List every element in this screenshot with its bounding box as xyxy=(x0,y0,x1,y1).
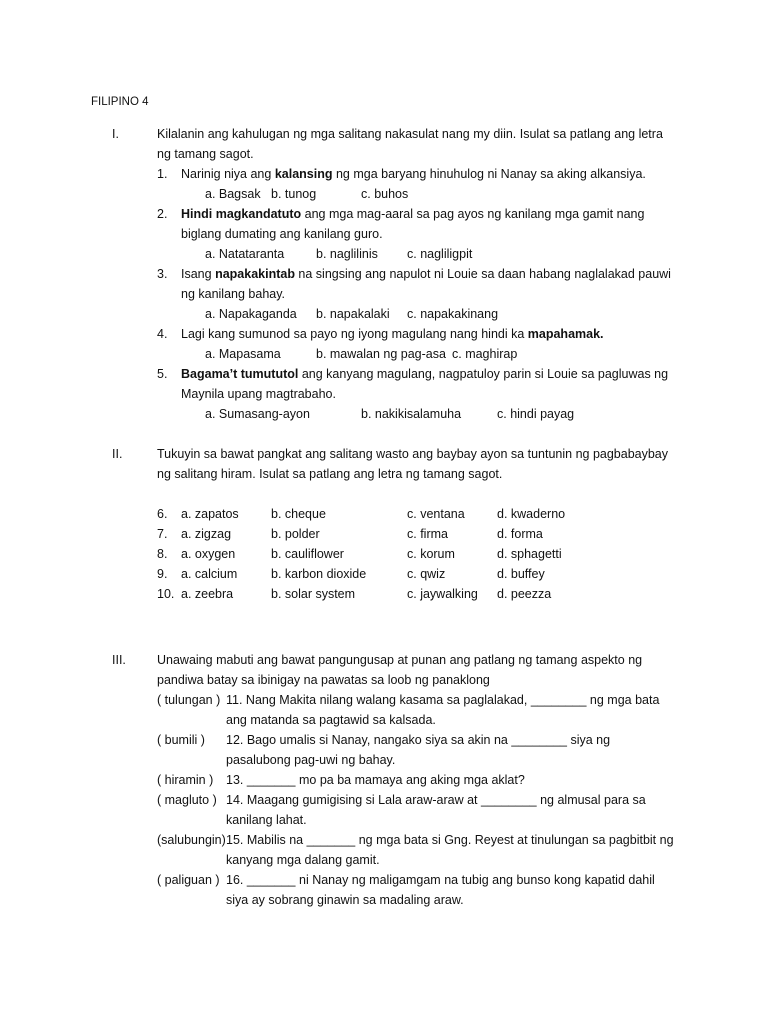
row10-number: 10. xyxy=(157,587,175,601)
row8-b: b. cauliflower xyxy=(271,547,344,561)
row10-b: b. solar system xyxy=(271,587,356,601)
row9-d: d. buffey xyxy=(497,567,545,581)
row8-d: d. sphagetti xyxy=(497,547,562,561)
item14-verb: ( magluto ) xyxy=(157,793,217,807)
item2-stem: Hindi magkandatuto ang mga mag-aaral sa pag ayos ng kanilang mga gamit nang biglang dumating ang kanilang guro. xyxy=(181,207,645,241)
item5-stem: Bagama’t tumututol ang kanyang magulang, nagpatuloy parin si Louie sa pagluwas ng Maynila upang magtrabaho. xyxy=(181,367,669,401)
row9-a: a. calcium xyxy=(181,567,238,581)
row7-c: c. firma xyxy=(407,527,448,541)
item4-keyword: mapahamak. xyxy=(527,327,604,341)
item16-text: 16. _______ ni Nanay ng maligamgam na tubig ang bunso kong kapatid dahil siya ay sobrang ginawin sa madaling araw. xyxy=(226,873,655,907)
row7-b: b. polder xyxy=(271,527,320,541)
item3-stem: Isang napakakintab na singsing ang napulot ni Louie sa daan habang naglalakad pauwi ng kanilang bahay. xyxy=(181,267,671,301)
item5-number: 5. xyxy=(157,367,168,381)
row8-a: a. oxygen xyxy=(181,547,236,561)
part1-instructions: Kilalanin ang kahulugan ng mga salitang nakasulat nang my diin. Isulat sa patlang ang letra ng tamang sagot. xyxy=(157,127,663,161)
part2-instructions: Tukuyin sa bawat pangkat ang salitang wasto ang baybay ayon sa tuntunin ng pagbabaybay ng salitang hiram. Isulat sa patlang ang letra ng tamang sagot. xyxy=(157,447,669,481)
item5-option-b: b. nakikisalamuha xyxy=(361,407,462,421)
item1-keyword: kalansing xyxy=(274,167,333,181)
row6-number: 6. xyxy=(157,507,168,521)
item1-option-a: a. Bagsak xyxy=(205,187,261,201)
item2-number: 2. xyxy=(157,207,168,221)
item15-text: 15. Mabilis na _______ ng mga bata si Gng. Reyest at tinulungan sa pagbitbit ng kanyang mga dalang gamit. xyxy=(226,833,674,867)
row6-b: b. cheque xyxy=(271,507,326,521)
item14-text: 14. Maagang gumigising si Lala araw-araw at ________ ng almusal para sa kanilang lahat. xyxy=(226,793,646,827)
item3-option-a: a. Napakaganda xyxy=(205,307,297,321)
item1-option-b: b. tunog xyxy=(271,187,317,201)
row6-a: a. zapatos xyxy=(181,507,239,521)
item5-option-a: a. Sumasang-ayon xyxy=(205,407,310,421)
row9-c: c. qwiz xyxy=(407,567,446,581)
item1-option-c: c. buhos xyxy=(361,187,409,201)
item3-number: 3. xyxy=(157,267,168,281)
row6-c: c. ventana xyxy=(407,507,465,521)
item3-keyword: napakakintab xyxy=(215,267,295,281)
row9-b: b. karbon dioxide xyxy=(271,567,367,581)
item3-option-b: b. napakalaki xyxy=(316,307,390,321)
row6-d: d. kwaderno xyxy=(497,507,566,521)
item2-option-c: c. nagliligpit xyxy=(407,247,473,261)
row10-c: c. jaywalking xyxy=(407,587,478,601)
part2-roman: II. xyxy=(112,447,123,461)
item16-verb: ( paliguan ) xyxy=(157,873,220,887)
item4-stem: Lagi kang sumunod sa payo ng iyong magulang nang hindi ka mapahamak. xyxy=(181,327,604,341)
row7-a: a. zigzag xyxy=(181,527,232,541)
part3-roman: III. xyxy=(112,653,126,667)
item1-number: 1. xyxy=(157,167,168,181)
item4-option-b: b. mawalan ng pag-asa xyxy=(316,347,446,361)
item3-option-c: c. napakakinang xyxy=(407,307,499,321)
part3-instructions: Unawaing mabuti ang bawat pangungusap at punan ang patlang ng tamang aspekto ng pandiwa batay sa ibinigay na pawatas sa loob ng panaklong xyxy=(157,653,643,687)
part1-roman: I. xyxy=(112,127,119,141)
row10-d: d. peezza xyxy=(497,587,552,601)
row9-number: 9. xyxy=(157,567,168,581)
item13-verb: ( hiramin ) xyxy=(157,773,214,787)
item15-verb: (salubungin) xyxy=(157,833,226,847)
item13-text: 13. _______ mo pa ba mamaya ang aking mga aklat? xyxy=(226,773,525,787)
item4-option-c: c. maghirap xyxy=(452,347,518,361)
item2-keyword: Hindi magkandatuto xyxy=(181,207,302,221)
item12-verb: ( bumili ) xyxy=(157,733,205,747)
row7-number: 7. xyxy=(157,527,168,541)
item11-text: 11. Nang Makita nilang walang kasama sa paglalakad, ________ ng mga bata ang matanda sa pagtawid sa kalsada. xyxy=(226,693,660,727)
row8-c: c. korum xyxy=(407,547,455,561)
row10-a: a. zeebra xyxy=(181,587,234,601)
item12-text: 12. Bago umalis si Nanay, nangako siya sa akin na ________ siya ng pasalubong pag-uwi ng bahay. xyxy=(226,733,611,767)
row7-d: d. forma xyxy=(497,527,543,541)
item1-stem: Narinig niya ang kalansing ng mga baryang hinuhulog ni Nanay sa aking alkansiya. xyxy=(181,167,646,181)
item5-option-c: c. hindi payag xyxy=(497,407,575,421)
item2-option-b: b. naglilinis xyxy=(316,247,378,261)
item4-number: 4. xyxy=(157,327,168,341)
item5-keyword: Bagama’t tumututol xyxy=(181,367,299,381)
row8-number: 8. xyxy=(157,547,168,561)
item4-option-a: a. Mapasama xyxy=(205,347,281,361)
page-title: FILIPINO 4 xyxy=(91,96,149,108)
item11-verb: ( tulungan ) xyxy=(157,693,221,707)
item2-option-a: a. Natataranta xyxy=(205,247,285,261)
